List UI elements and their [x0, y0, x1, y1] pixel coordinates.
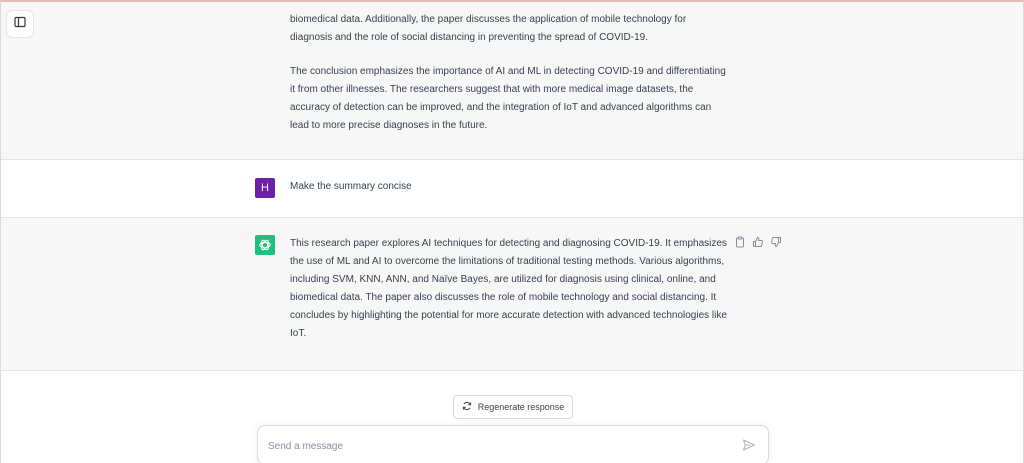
thumbs-up-icon[interactable]	[752, 236, 764, 248]
regenerate-response-button[interactable]	[453, 395, 573, 419]
sidebar-toggle-button[interactable]	[6, 10, 34, 38]
user-avatar: H	[255, 178, 275, 198]
thumbs-down-icon[interactable]	[770, 236, 782, 248]
sidebar-toggle-icon	[14, 15, 26, 33]
message-paragraph: biomedical data. Additionally, the paper discusses the application of mobile technology for diagnosis and the role of social distancing in preventing the spread of COVID-19.	[290, 14, 687, 43]
refresh-icon	[462, 401, 472, 413]
regenerate-label: Regenerate response	[477, 402, 565, 412]
assistant-message	[1, 0, 1023, 160]
message-text	[290, 11, 730, 135]
message-actions	[734, 236, 782, 248]
chatgpt-logo-icon	[255, 235, 275, 255]
message-input[interactable]	[268, 437, 728, 455]
message-text: This research paper explores AI techniques for detecting and diagnosing COVID-19. It emphasizes the use of ML and AI to overcome the limitations of traditional testing methods. Various algorithms, including SVM, KNN, ANN, and Naïve Bayes, are utilized for diagnosis using clinical, online, and biomedical data. The paper also discusses the role of mobile technology and social distancing. It concludes by highlighting the potential for more accurate detection with advanced technologies like IoT.	[290, 238, 727, 339]
copy-icon[interactable]	[734, 236, 746, 248]
assistant-message	[1, 218, 1023, 371]
user-message	[1, 160, 1023, 218]
message-paragraph: The conclusion emphasizes the importance of AI and ML in detecting COVID-19 and differentiating it from other illnesses. The researchers suggest that with more medical image datasets, the accuracy of detection can be improved, and the integration of IoT and advanced algorithms can lead to more precise diagnoses in the future.	[290, 66, 726, 131]
send-icon[interactable]	[742, 438, 758, 454]
message-text: Make the summary concise	[290, 181, 412, 192]
message-composer	[257, 425, 769, 463]
